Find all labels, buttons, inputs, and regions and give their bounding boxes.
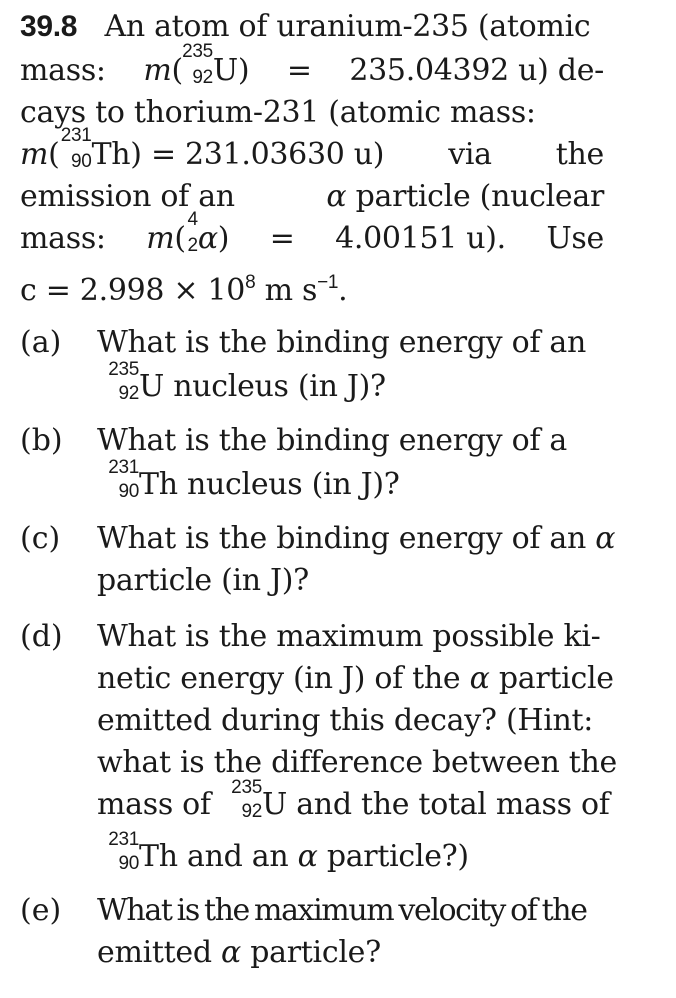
part-d-line-3: emitted during this decay? (Hint: xyxy=(97,703,594,738)
part-b-line-1: What is the binding energy of a xyxy=(97,423,567,458)
part-d-line-2: netic energy (in J) of the α particle xyxy=(97,661,614,696)
part-a-line-1: What is the binding energy of an xyxy=(97,325,586,360)
thorium-isotope: 231 90 xyxy=(60,125,92,172)
intro-line-6: mass: m( 4 2 α) = 4.00151 u). Use xyxy=(20,209,604,256)
intro-line-5: emission of an α particle (nuclear xyxy=(20,179,604,214)
part-c-line-2: particle (in J)? xyxy=(97,563,309,598)
part-e-label: (e) xyxy=(20,893,62,928)
part-a-line-2: 235 92 U nucleus (in J)? xyxy=(108,359,386,404)
part-e-line-2: emitted α particle? xyxy=(97,935,381,970)
part-d-line-4: what is the difference between the xyxy=(97,745,617,780)
alpha-isotope: 4 2 xyxy=(187,209,198,256)
part-e-line-1: What is the maximum velocity of the xyxy=(97,893,587,928)
intro-line-7 xyxy=(20,266,604,308)
part-d-line-1: What is the maximum possible ki- xyxy=(97,619,601,654)
part-c-label: (c) xyxy=(20,521,61,556)
part-b-label: (b) xyxy=(20,423,63,458)
part-d-line-6: 231 90 Th and an α particle?) xyxy=(108,829,469,874)
intro-line-1: 39.8 An atom of uranium-235 (atomic xyxy=(20,9,591,44)
intro-line-4: m( 231 90 Th) = 231.03630 u) via the xyxy=(20,125,604,172)
alpha-symbol: α xyxy=(326,179,347,214)
part-c-line-1: What is the binding energy of an α xyxy=(97,521,616,556)
uranium-isotope: 235 92 xyxy=(182,41,213,88)
part-b-line-2: 231 90 Th nucleus (in J)? xyxy=(108,457,400,502)
part-d-line-5: mass of 235 92 U and the total mass of xyxy=(97,777,610,822)
problem-number: 39.8 xyxy=(20,10,78,43)
intro-line-3: cays to thorium-231 (atomic mass: xyxy=(20,95,536,130)
part-d-label: (d) xyxy=(20,619,63,654)
speed-of-light-expr: $c = 2.998 \times 10^8$ m $s^{-1}$. xyxy=(20,272,348,308)
intro-line-2: mass: m( 235 92 U) = 235.04392 u) de- xyxy=(20,41,604,88)
part-a-label: (a) xyxy=(20,325,62,360)
